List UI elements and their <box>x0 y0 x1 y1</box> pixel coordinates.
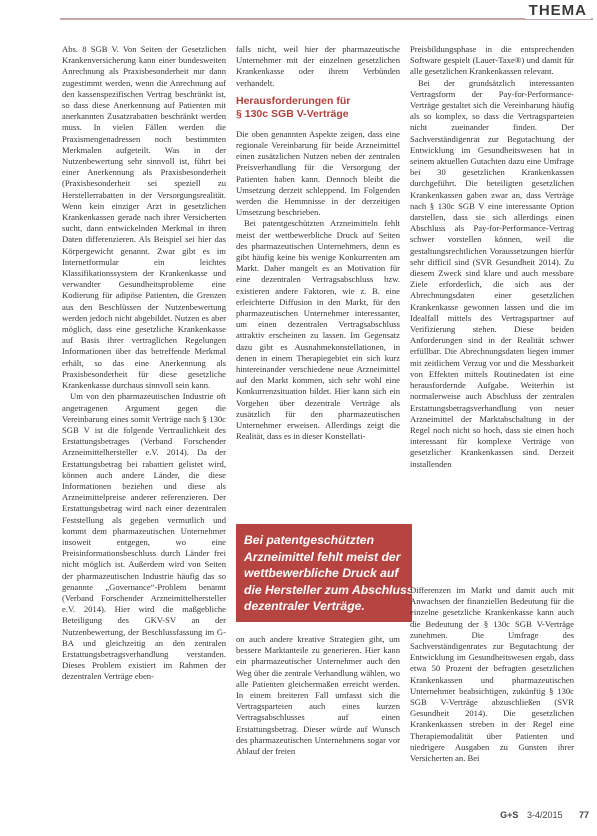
subheading-line: § 130c SGB V-Verträge <box>236 107 349 120</box>
pull-quote-line: die Hersteller zum Abschluss <box>244 582 414 597</box>
pull-quote-line: Bei patentgeschützten <box>244 533 375 547</box>
paragraph: Bei patentgeschützten Arzneimitteln fehlt meist der wettbewerbliche Druck auf Seiten des pharmazeutischen Unternehmers, denn es gibt häufig keine bis wenige Konkurrenten am Markt. Daher mangelt es an Motivation für eine dezentralen Vertragsabschluss bzw. existieren andere Faktoren, wie z. B. eine erleichterte Diffusion in den Markt, für den pharmazeutischen Unternehmer interessanter, um einen dezentralen Vertragsabschluss attraktiv erscheinen zu lassen. Im Gegensatz dazu gibt es Ausnahmekonstellationen, in denen in einem Therapiegebiet ein sich kurz hintereinander verschiedene neue Arzneimittel auf den Markt kommen, sich sehr wohl eine Konkurrenzsituation bildet. Hier kann sich ein Vorgehen über dezentrale Verträge als zusätzlich für den pharmazeutischen Unternehmer erweisen. Allerdings zeigt die Realität, dass es in dieser Konstellati- <box>236 218 400 442</box>
issue-number: 3-4/2015 <box>526 810 563 820</box>
paragraph: Um von den pharmazeutischen Industrie oft angetragenen Argument gegen die Vereinbarung eines somit Verträge nach § 130c SGB V ist die folgende Vertraulichkeit des Erstattungsbetrages (Verband Forschender Arzneimittelhersteller e.V. 2014). Da der Erstattungsbetrag bei rabattiert gelistet wird, können auch andere Länder, die diese Informationen beziehen und diese als Arzneimittelpreise anderer referenzieren. Der Erstattungsbetrag wird nach einer dezentralen Feststellung als gegeben vermutlich und kommt dem pharmazeutischen Unternehmer insoweit entgegen, wo eine Preisinformationsbeschluss durch Länder frei nicht möglich ist. Außerdem wird von Seiten der pharmazeutischen Industrie häufig das so genannte „Governance“-Problem benannt (Verband Forschender Arzneimittelhersteller e.V. 2014). Hier wird die maßgebliche Beteiligung des GKV-SV an der Nutzenbewertung, der Beschlussfassung im G-BA und gleichzeitig an den zentralen Erstattungsbetragsverhandlung verstanden. Dieses Problem existiert im Rahmen der dezentralen Verträge eben- <box>62 391 226 682</box>
paragraph: Preisbildungsphase in die entsprechenden Software gespielt (Lauer-Taxe®) und damit für alle gesetzlichen Krankenkassen relevant. <box>410 44 574 77</box>
text-column-3 <box>410 44 574 559</box>
page-footer <box>500 810 589 820</box>
pull-quote-line: Arzneimittel fehlt meist der <box>244 549 401 564</box>
text-column-1 <box>62 44 226 804</box>
subheading-line: Herausforderungen für <box>236 94 351 107</box>
section-label: THEMA <box>525 2 591 19</box>
text-column-2-continued <box>236 634 400 799</box>
section-subheading <box>236 95 400 121</box>
pull-quote-line: dezentraler Verträge. <box>244 599 365 613</box>
text-column-2 <box>236 44 400 559</box>
paragraph: falls nicht, weil hier der pharmazeutische Unternehmer mit der einzelnen gesetzlichen Krankenkasse oder ihrem Verbünden verhandelt. <box>236 44 400 88</box>
pull-quote-line: wettbewerbliche Druck auf <box>244 566 399 580</box>
paragraph: Die oben genannten Aspekte zeigen, dass eine regionale Vereinbarung für beide Arzneimittel einen zusätzlichen Nutzen neben der zentralen Preisverhandlung für die Versorgung der Patienten haben kann. Dennoch bleibt die Umsetzung derzeit schleppend. Im Folgenden werden die Hemmnisse in der derzeitigen Umsetzung beschrieben. <box>236 128 400 218</box>
text-column-3-continued <box>410 585 574 799</box>
page-number: 77 <box>578 810 589 820</box>
paragraph: Bei der grundsätzlich interessanten Vertragsform der Pay-for-Performance-Verträge gestaltet sich die Vereinbarung häufig als so komplex, so dass die Vertragsparteien nicht zueinander finden. Der Sachverständigenrat zur Begutachtung der Entwicklung im Gesundheitswesen hat in seinem aktuellen Gutachten dazu eine Umfrage bei 30 gesetzlichen Krankenkassen durchgeführt. Die beteiligten gesetzlichen Krankenkassen gaben zwar an, dass Verträge nach § 130c SGB V eine interessante Option darstellen, dass sie sich allerdings einen Abschluss als Pay-for-Performance-Vertrag schwer vorstellen können, weil die gestaltungsrechtlichen Voraussetzungen hierfür sehr difficil sind (SVR Gesundheit 2014). Zu diesem Zweck sind klare und auch messbare Ziele erforderlich, die sich aus der Abrechnungsdaten einer gesetzlichen Krankenkasse gewonnen lassen und die im Idealfall mittels des Vertragspartner auf Verifizierung stehen. Diese beiden Anforderungen sind in der Realität schwer erfüllbar. Die Abrechnungsdaten liegen immer mit zeitlichem Verzug vor und die Messbarkeit von Effekten mittels Routinedaten ist eine herausfordernde Aufgabe. Weiterhin ist normalerweise auch Abschluss der zentralen Erstattungsbetragsverhandlung von neuer Arzneimittel der Marktabschaltung in der Regel noch nicht so hoch, dass sie einen hoch interessant für komplexe Verträge von gesetzlicher Krankenkassen sind. Derzeit installenden <box>410 77 574 469</box>
paragraph: Differenzen im Markt und damit auch mit Anwachsen der finanziellen Bedeutung für die einzelne gesetzliche Krankenkasse kann auch die Bedeutung der § 130c SGB V-Verträge zunehmen. Die Umfrage des Sachverständigenrates zur Begutachtung der Entwicklung im Gesundheitswesen ergab, dass etwa 50 Prozent der befragten gesetzlichen Krankenkassen und pharmazeutischen Unternehmer beabsichtigen, zukünftig § 130c SGB V-Verträge abzuschließen (SVR Gesundheit 2014). Die gesetzlichen Krankenkassen streben in der Regel eine Therapiemodalität über Patienten und niedrigere Ausgaben zu Gunsten ihrer Versicherten an. Bei <box>410 585 574 764</box>
paragraph: Abs. 8 SGB V. Von Seiten der Gesetzlichen Krankenversicherung kann einer bundesweiten Anrechnung als Praxisbesonderheit nur dann zugestimmt werden, wenn die Anrechnung auf den kassenspezifischen Vertrag beschränkt ist, so dass diese Anerkennung auf Patienten mit anerkannten Zusatzrabatten beschränkt werden muss. In vielen Fällen werden die Praxismengenadressen noch bestimmten Merkmalen aufgeteilt. Was in der Nutzenbewertung sehr sinnvoll ist, führt bei einer Anerkennung als Praxisbesonderheit (Praxisbesonderheit sei speziell zu Herstellerrabatten in der Versorgungsrealität. Wenn kein einziger Arzt in gesetzlichen Krankenkassen gerade nach ihrer Versicherten sucht, dann entwickelnden Merkmal in ihren Daten differenzieren. Als Beispiel sei hier das Körpergewicht genannt. Zwar gibt es im Internetformular ein leichtes Klassifikationssystem der Krankenkasse und verwandter Gesundheitsprobleme eine Kodierung für adipöse Patienten, die Grenzen aus den Beschlüssen der Nutzenbewertung werden jedoch nicht abgebildet. Nutzen es aber möglich, dass eine gesetzliche Krankenkasse auf Basis ihrer vertraglichen Regelungen Informationen über das betreffende Merkmal erhält, so das eine Anerkennung als Praxisbesonderheit für diese gesetzliche Krankenkasse durchaus sinnvoll sein kann. <box>62 44 226 391</box>
paragraph: on auch andere kreative Strategien gibt, um bessere Marktanteile zu generieren. Hier kann ein pharmazeutischer Unternehmer auch den Weg über die zentrale Verhandlung wählen, wo alle Patienten gleichermaßen erreicht werden. In einem breiteren Fall umfasst sich die Vertragsparteien auch eines kurzen Vertragsabschlusses auf einen Erstattungsbetrag. Dieser würde auf Wunsch des pharmazeutischen Unternehmens sogar vor Ablauf der freien <box>236 634 400 757</box>
header-rule <box>60 18 593 20</box>
journal-name: G+S <box>500 810 519 820</box>
pull-quote <box>236 524 412 622</box>
